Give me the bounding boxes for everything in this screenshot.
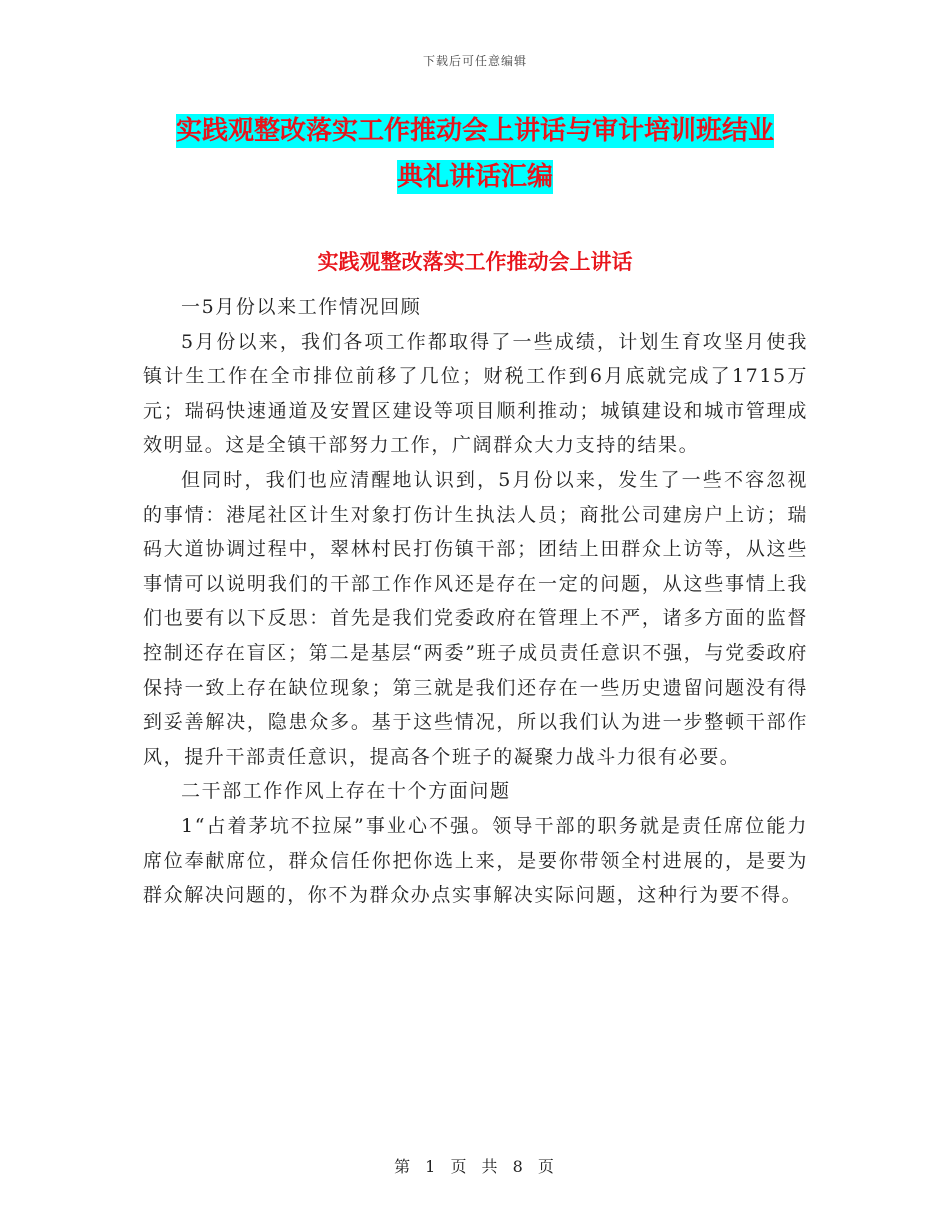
document-body <box>143 290 808 913</box>
paragraph-3: 但同时，我们也应清醒地认识到，5月份以来，发生了一些不容忽视的事情：港尾社区计生对象打伤计生执法人员；商批公司建房户上访；瑞码大道协调过程中，翠林村民打伤镇干部；团结上田群众上访等，从这些事情可以说明我们的干部工作作风还是存在一定的问题，从这些事情上我们也要有以下反思：首先是我们党委政府在管理上不严，诸多方面的监督控制还存在盲区；第二是基层“两委”班子成员责任意识不强，与党委政府保持一致上存在缺位现象；第三就是我们还存在一些历史遗留问题没有得到妥善解决，隐患众多。基于这些情况，所以我们认为进一步整顿干部作风，提升干部责任意识，提高各个班子的凝聚力战斗力很有必要。 <box>143 468 808 768</box>
section-title: 实践观整改落实工作推动会上讲话 <box>317 250 633 274</box>
paragraph-2: 5月份以来，我们各项工作都取得了一些成绩，计划生育攻坚月使我镇计生工作在全市排位前移了几位；财税工作到6月底就完成了1715万元；瑞码快速通道及安置区建设等项目顺利推动；城镇建设和城市管理成效明显。这是全镇干部努力工作，广阔群众大力支持的结果。 <box>143 330 808 457</box>
paragraph-1: 一5月份以来工作情况回顾 <box>181 296 422 318</box>
document-title-line2: 典礼讲话汇编 <box>396 162 553 192</box>
page-number: 第 1 页 共 8 页 <box>394 1157 556 1176</box>
document-title-line1: 实践观整改落实工作推动会上讲话与审计培训班结业 <box>175 116 774 146</box>
document-title <box>120 108 830 200</box>
paragraph-4: 二干部工作作风上存在十个方面问题 <box>181 780 511 803</box>
page-header-note: 下载后可任意编辑 <box>422 54 527 68</box>
paragraph-5: 1“占着茅坑不拉屎”事业心不强。领导干部的职务就是责任席位能力席位奉献席位，群众信任你把你选上来，是要你带领全村进展的，是要为群众解决问题的，你不为群众办点实事解决实际问题，这种行为要不得。 <box>143 814 808 907</box>
